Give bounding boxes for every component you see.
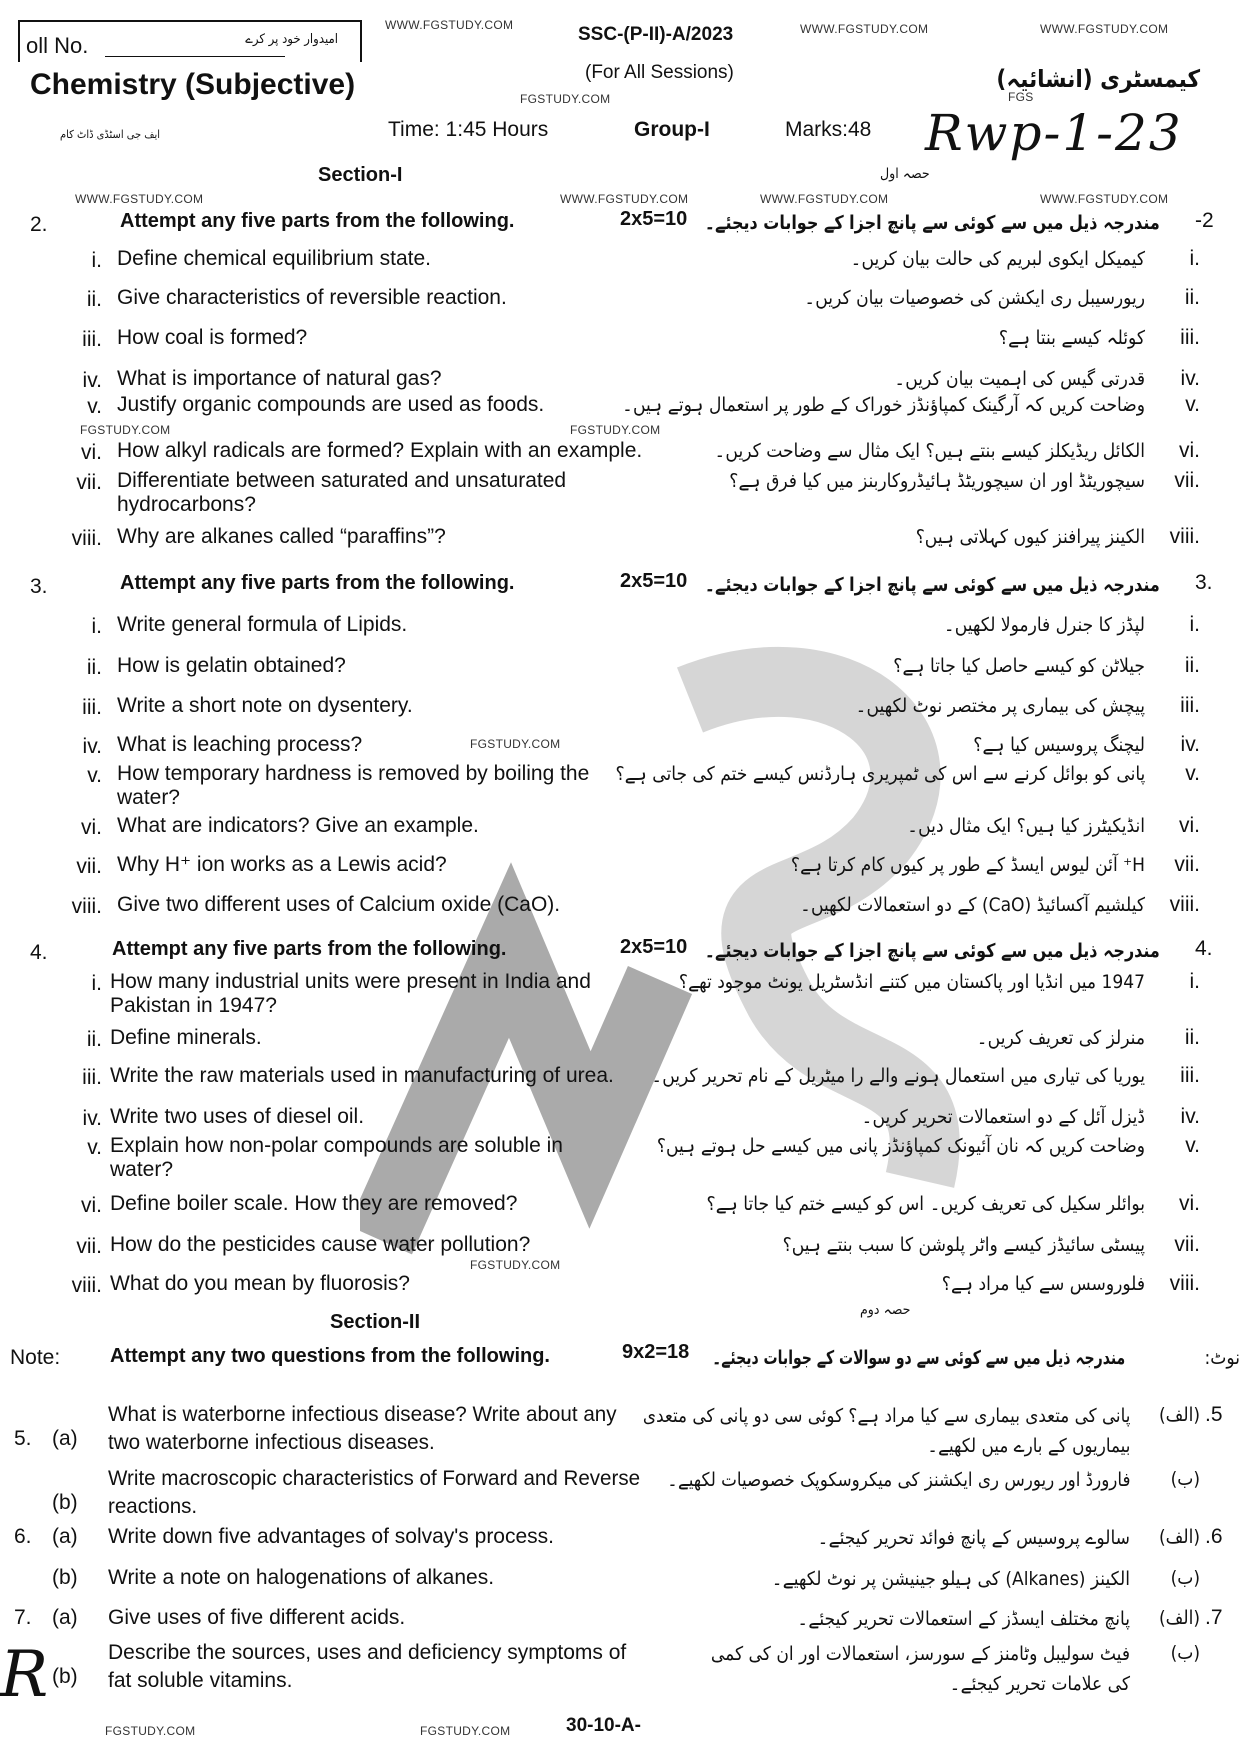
part-text-english: Write general formula of Lipids. (117, 613, 408, 637)
marks-label: Marks:48 (785, 118, 872, 141)
watermark-text: FGSTUDY.COM (570, 423, 661, 437)
question-instruction-urdu: مندرجہ ذیل میں سے کوئی سے پانچ اجزا کے جوابات دیجئے۔ (704, 940, 1160, 963)
watermark-text: WWW.FGSTUDY.COM (760, 192, 889, 206)
watermark-text: FGSTUDY.COM (105, 1724, 196, 1738)
part-text-urdu: ریورسیبل ری ایکشن کی خصوصیات بیان کریں۔ (804, 287, 1145, 310)
question-instruction-urdu: مندرجہ ذیل میں سے کوئی سے پانچ اجزا کے جوابات دیجئے۔ (704, 573, 1160, 596)
part-text-english: Write down five advantages of solvay's process. (108, 1524, 555, 1548)
time-label: Time: 1:45 Hours (388, 118, 549, 141)
part-number: ii. (86, 288, 102, 312)
part-number: vii. (76, 855, 102, 879)
part-text-urdu: H⁺ آئن لیوس ایسڈ کے طور پر کیوں کام کرتا ہے؟ (790, 854, 1145, 877)
part-number: viii. (71, 1273, 102, 1297)
watermark-urdu: ایف جی اسٹڈی ڈاٹ کام (60, 128, 160, 141)
question-instruction: Attempt any five parts from the following. (112, 938, 507, 961)
question-number: 3. (30, 574, 48, 598)
part-text-english: Write macroscopic characteristics of Forward and Reverse reactions. (108, 1466, 641, 1518)
part-text-english: Give two different uses of Calcium oxide (CaO). (117, 893, 561, 917)
watermark-text: FGS (1008, 90, 1034, 104)
part-number: viii. (71, 527, 102, 551)
part-number-urdu: iv. (1180, 732, 1200, 756)
roll-number-field[interactable] (105, 56, 285, 57)
part-number-urdu: ii. (1184, 654, 1200, 678)
part-text-english: How coal is formed? (117, 326, 308, 350)
sessions-label: (For All Sessions) (585, 62, 734, 83)
part-number: vii. (76, 471, 102, 495)
watermark-text: WWW.FGSTUDY.COM (1040, 22, 1169, 36)
part-text-english: Differentiate between saturated and unsaturated hydrocarbons? (117, 469, 567, 517)
question-number-urdu: 3. (1195, 570, 1213, 594)
part-text-english: Write two uses of diesel oil. (110, 1105, 365, 1129)
part-text-english: What are indicators? Give an example. (117, 814, 479, 838)
part-number-urdu: i. (1189, 247, 1200, 271)
part-number-urdu: vi. (1179, 1192, 1200, 1216)
part-text-english: Define chemical equilibrium state. (117, 247, 431, 271)
part-number-urdu: v. (1185, 1134, 1200, 1158)
part-label-urdu: (الف) (1159, 1525, 1200, 1548)
question-instruction: Attempt any five parts from the following. (120, 571, 515, 594)
part-text-urdu: فارورڈ اور ریورس ری ایکشنز کی میکروسکوپک خصوصیات لکھیے۔ (666, 1468, 1130, 1491)
question-number: 4. (30, 941, 48, 965)
part-number: vii. (76, 1234, 102, 1258)
part-text-english: How temporary hardness is removed by boiling the water? (117, 761, 590, 809)
part-number: vi. (81, 816, 102, 840)
part-number-urdu: iii. (1180, 693, 1200, 717)
part-number-urdu: iii. (1180, 1064, 1200, 1088)
watermark-text: WWW.FGSTUDY.COM (385, 18, 514, 32)
question-number: 5. (14, 1427, 32, 1451)
part-text-english: Why are alkanes called “paraffins”? (117, 525, 446, 549)
handwritten-mark: R (0, 1638, 49, 1712)
section-2-title-urdu: حصہ دوم (860, 1302, 911, 1318)
question-instruction: Attempt any five parts from the following. (120, 210, 515, 233)
part-number: vi. (81, 1194, 102, 1218)
watermark-text: WWW.FGSTUDY.COM (560, 192, 689, 206)
question-number-urdu: .6 (1205, 1524, 1223, 1548)
part-label-urdu: (ب) (1170, 1467, 1200, 1490)
question-number-urdu: .5 (1205, 1403, 1223, 1427)
section-1-title-urdu: حصہ اول (880, 166, 930, 182)
note-instruction-urdu: مندرجہ ذیل میں سے کوئی سے دو سوالات کے جوابات دیجئے۔ (711, 1347, 1125, 1370)
part-number-urdu: v. (1185, 761, 1200, 785)
part-number: v. (87, 1136, 102, 1160)
part-text-urdu: وضاحت کریں کہ آرگینک کمپاؤنڈز خوراک کے طور پر استعمال ہوتے ہیں۔ (621, 394, 1145, 417)
subject-title-urdu: کیمسٹری (انشائیہ) (996, 65, 1200, 93)
roll-number-note: امیدوار خود پر کرے (245, 32, 338, 47)
part-number-urdu: viii. (1169, 1271, 1200, 1295)
note-label-urdu: نوٹ: (1204, 1347, 1240, 1370)
part-label: (a) (52, 1606, 78, 1630)
part-number: vi. (81, 441, 102, 465)
part-text-english: How is gelatin obtained? (117, 654, 346, 678)
part-text-urdu: 1947 میں انڈیا اور پاکستان میں کتنے انڈسٹریل یونٹ موجود تھے؟ (678, 971, 1145, 994)
question-number-urdu: 4. (1195, 937, 1213, 961)
part-number-urdu: i. (1189, 970, 1200, 994)
part-number: i. (91, 972, 102, 996)
part-text-english: Justify organic compounds are used as foods. (117, 393, 545, 417)
section-2-title: Section-II (330, 1311, 421, 1334)
part-number-urdu: vi. (1179, 439, 1200, 463)
part-text-urdu: پانچ مختلف ایسڈز کے استعمالات تحریر کیجئے۔ (797, 1608, 1130, 1631)
watermark-text: WWW.FGSTUDY.COM (800, 22, 929, 36)
part-number-urdu: iv. (1180, 1105, 1200, 1129)
part-text-urdu: یوریا کی تیاری میں استعمال ہونے والے را میٹریل کے نام تحریر کریں۔ (651, 1065, 1145, 1088)
part-text-urdu: فلوروسس سے کیا مراد ہے؟ (941, 1272, 1145, 1295)
note-marks: 9x2=18 (622, 1341, 690, 1364)
part-label: (a) (52, 1427, 78, 1451)
part-number: iii. (82, 695, 102, 719)
part-text-urdu: پانی کو بوائل کرنے سے اس کی ٹمپریری ہارڈنس کیسے ختم کی جاتی ہے؟ (615, 762, 1145, 785)
part-text-urdu: پیسٹی سائیڈز کیسے واٹر پلوشن کا سبب بنتے ہیں؟ (782, 1233, 1145, 1256)
watermark-text: FGSTUDY.COM (80, 423, 171, 437)
watermark-text: WWW.FGSTUDY.COM (1040, 192, 1169, 206)
part-number: viii. (71, 895, 102, 919)
part-text-english: How alkyl radicals are formed? Explain with an example. (117, 439, 643, 463)
part-text-urdu: کیمیکل ایکوی لبریم کی حالت بیان کریں۔ (850, 248, 1145, 271)
question-instruction-urdu: مندرجہ ذیل میں سے کوئی سے پانچ اجزا کے جوابات دیجئے۔ (704, 212, 1160, 235)
part-number-urdu: v. (1185, 393, 1200, 417)
part-number-urdu: vii. (1174, 469, 1200, 493)
part-number-urdu: vi. (1179, 814, 1200, 838)
part-number-urdu: viii. (1169, 525, 1200, 549)
watermark-text: WWW.FGSTUDY.COM (75, 192, 204, 206)
handwritten-code: Rwp-1-23 (925, 104, 1183, 162)
part-text-urdu: پانی کی متعدی بیماری سے کیا مراد ہے؟ کوئی سی دو پانی کی متعدی بیماریوں کے بارے میں لکھیے۔ (642, 1405, 1130, 1458)
part-text-english: Give uses of five different acids. (108, 1606, 406, 1630)
part-number-urdu: vii. (1174, 1232, 1200, 1256)
part-text-english: Give characteristics of reversible reaction. (117, 286, 507, 310)
subject-title: Chemistry (Subjective) (30, 68, 356, 101)
roll-number-label: oll No. (26, 33, 89, 58)
part-label: (b) (52, 1566, 78, 1590)
part-number: iv. (82, 368, 102, 392)
part-label: (b) (52, 1664, 78, 1688)
part-text-urdu: وضاحت کریں کہ نان آئیونک کمپاؤنڈز پانی میں کیسے حل ہوتے ہیں؟ (656, 1135, 1145, 1158)
part-number-urdu: viii. (1169, 893, 1200, 917)
part-number: v. (87, 395, 102, 419)
part-label: (a) (52, 1524, 78, 1548)
part-number-urdu: iv. (1180, 366, 1200, 390)
paper-code: SSC-(P-II)-A/2023 (578, 24, 734, 45)
part-text-urdu: الکینز (Alkanes) کی ہیلو جینیشن پر نوٹ لکھیے۔ (771, 1568, 1130, 1591)
part-text-urdu: پیچش کی بیماری پر مختصر نوٹ لکھیں۔ (855, 694, 1145, 717)
part-number: ii. (86, 1028, 102, 1052)
part-text-english: Define boiler scale. How they are removed? (110, 1192, 518, 1216)
part-number: i. (91, 615, 102, 639)
part-text-urdu: منرلز کی تعریف کریں۔ (976, 1027, 1145, 1050)
part-text-urdu: کیلشیم آکسائیڈ (CaO) کے دو استعمالات لکھیں۔ (799, 894, 1145, 917)
part-text-english: What is waterborne infectious disease? Write about any two waterborne infectious diseases. (108, 1403, 617, 1455)
part-text-urdu: فیٹ سولیبل وٹامنز کے سورسز، استعمالات اور ان کی کمی کی علامات تحریر کیجئے۔ (710, 1642, 1130, 1695)
question-number-urdu: -2 (1195, 209, 1214, 233)
watermark-text: FGSTUDY.COM (470, 1258, 561, 1272)
question-number-urdu: .7 (1205, 1606, 1223, 1630)
question-number: 7. (14, 1606, 32, 1630)
part-text-english: Explain how non-polar compounds are soluble in water? (110, 1134, 563, 1182)
part-text-english: Write a note on halogenations of alkanes. (108, 1566, 495, 1590)
part-text-urdu: قدرتی گیس کی اہمیت بیان کریں۔ (894, 367, 1145, 390)
part-text-urdu: الکینز پیرافنز کیوں کہلاتی ہیں؟ (915, 526, 1145, 549)
part-number: iii. (82, 1066, 102, 1090)
part-number: ii. (86, 656, 102, 680)
part-number: iii. (82, 328, 102, 352)
part-number: v. (87, 763, 102, 787)
question-marks: 2x5=10 (620, 936, 688, 959)
part-text-english: What is leaching process? (117, 732, 363, 756)
part-text-urdu: لیچنگ پروسیس کیا ہے؟ (973, 733, 1145, 756)
part-text-urdu: کوئلہ کیسے بنتا ہے؟ (998, 327, 1145, 350)
part-text-english: How do the pesticides cause water pollution? (110, 1232, 531, 1256)
part-number-urdu: ii. (1184, 1026, 1200, 1050)
group-label: Group-I (634, 118, 710, 141)
part-text-english: Describe the sources, uses and deficiency symptoms of fat soluble vitamins. (108, 1640, 627, 1692)
part-label-urdu: (الف) (1159, 1404, 1200, 1427)
part-text-english: How many industrial units were present in India and Pakistan in 1947? (110, 970, 591, 1018)
watermark-text: FGSTUDY.COM (520, 92, 611, 106)
part-number-urdu: i. (1189, 613, 1200, 637)
part-label: (b) (52, 1490, 78, 1514)
watermark-text: FGSTUDY.COM (470, 737, 561, 751)
part-text-urdu: انڈیکیٹرز کیا ہیں؟ ایک مثال دیں۔ (907, 815, 1145, 838)
part-text-urdu: سیچوریٹڈ اور ان سیچوریٹڈ ہائیڈروکاربنز میں کیا فرق ہے؟ (729, 470, 1145, 493)
question-number: 2. (30, 213, 48, 237)
footer-code: 30-10-A- (566, 1715, 641, 1736)
part-text-english: Write a short note on dysentery. (117, 693, 413, 717)
part-text-english: Why H⁺ ion works as a Lewis acid? (117, 853, 447, 877)
question-marks: 2x5=10 (620, 208, 688, 231)
part-text-english: Define minerals. (110, 1026, 262, 1050)
question-marks: 2x5=10 (620, 569, 688, 592)
part-text-english: Write the raw materials used in manufacturing of urea. (110, 1064, 614, 1088)
part-number: iv. (82, 734, 102, 758)
part-number: i. (91, 249, 102, 273)
part-text-english: What do you mean by fluorosis? (110, 1271, 410, 1295)
watermark-text: FGSTUDY.COM (420, 1724, 511, 1738)
part-number-urdu: vii. (1174, 853, 1200, 877)
question-number: 6. (14, 1524, 32, 1548)
part-number-urdu: iii. (1180, 326, 1200, 350)
part-text-urdu: بوائلر سکیل کی تعریف کریں۔ اس کو کیسے ختم کیا جاتا ہے؟ (706, 1193, 1145, 1216)
part-text-urdu: جیلاٹن کو کیسے حاصل کیا جاتا ہے؟ (893, 655, 1145, 678)
part-text-urdu: الکائل ریڈیکلز کیسے بنتے ہیں؟ ایک مثال سے وضاحت کریں۔ (714, 440, 1145, 463)
part-number: iv. (82, 1107, 102, 1131)
section-1-title: Section-I (318, 164, 403, 186)
part-label-urdu: (ب) (1170, 1641, 1200, 1664)
part-text-urdu: لپڈز کا جنرل فارمولا لکھیں۔ (943, 614, 1145, 637)
note-label: Note: (10, 1346, 61, 1370)
part-text-english: What is importance of natural gas? (117, 366, 442, 390)
note-instruction: Attempt any two questions from the following. (110, 1345, 550, 1368)
part-label-urdu: (ب) (1170, 1567, 1200, 1590)
part-number-urdu: ii. (1184, 286, 1200, 310)
part-text-urdu: ڈیزل آئل کے دو استعمالات تحریر کریں۔ (861, 1106, 1145, 1129)
part-text-urdu: سالوے پروسیس کے پانچ فوائد تحریر کیجئے۔ (817, 1526, 1130, 1549)
part-label-urdu: (الف) (1159, 1607, 1200, 1630)
